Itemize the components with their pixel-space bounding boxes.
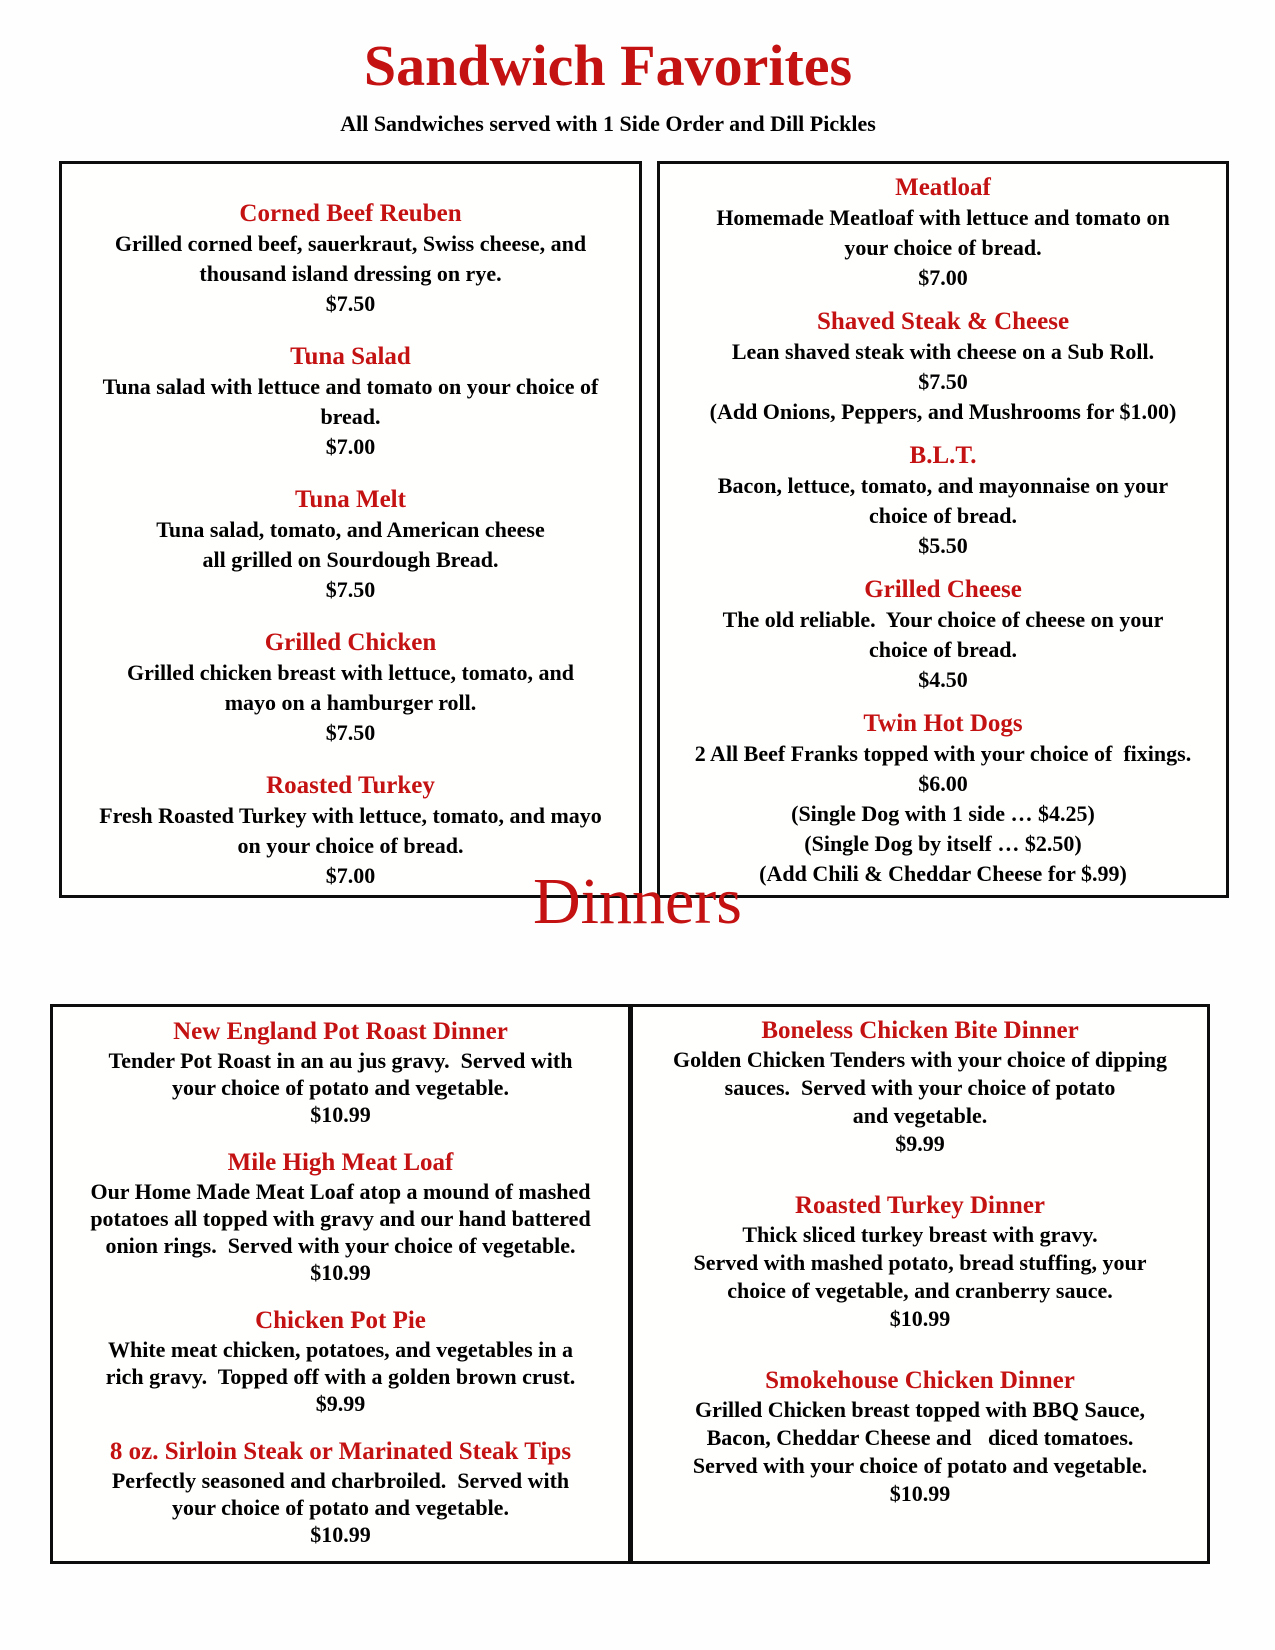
item-description-line: Our Home Made Meat Loaf atop a mound of mashed <box>90 1179 591 1204</box>
item-note-line: (Add Chili & Cheddar Cheese for $.99) <box>759 861 1127 886</box>
item-description-line: 2 All Beef Franks topped with your choice of fixings. <box>694 741 1192 766</box>
item-description-line: Grilled chicken breast with lettuce, tomato, and <box>127 660 574 685</box>
item-description-line: your choice of bread. <box>844 235 1042 260</box>
item-description-line: and vegetable. <box>852 1103 988 1128</box>
item-description-line: rich gravy. Topped off with a golden brown crust. <box>105 1364 576 1389</box>
item-description-line: Homemade Meatloaf with lettuce and tomato on <box>716 205 1170 230</box>
item-description-line: sauces. Served with your choice of potato <box>724 1075 1116 1100</box>
menu-item <box>637 1015 1203 1158</box>
item-description-line: bread. <box>320 404 381 429</box>
item-description-line: Served with mashed potato, bread stuffing, your <box>693 1250 1147 1275</box>
item-price: $10.99 <box>889 1481 951 1506</box>
item-description-line: Bacon, lettuce, tomato, and mayonnaise on your <box>717 473 1169 498</box>
menu-item <box>66 198 635 319</box>
item-price: $5.50 <box>918 533 968 558</box>
menu-item <box>664 172 1222 293</box>
sandwich-section-title: Sandwich Favorites <box>363 33 853 98</box>
item-description-line: Grilled Chicken breast topped with BBQ Sauce, <box>694 1397 1146 1422</box>
item-description-line: choice of bread. <box>868 503 1018 528</box>
item-name: Smokehouse Chicken Dinner <box>765 1367 1075 1394</box>
item-note-line: (Single Dog by itself … $2.50) <box>804 831 1082 856</box>
item-description-line: on your choice of bread. <box>237 833 464 858</box>
item-note-line: (Add Onions, Peppers, and Mushrooms for $1.00) <box>709 399 1177 424</box>
dinners-right-box <box>630 1004 1210 1564</box>
item-price: $7.50 <box>918 369 968 394</box>
item-description-line: Tuna salad with lettuce and tomato on your choice of <box>102 374 599 399</box>
item-price: $10.99 <box>310 1522 371 1547</box>
item-name: Roasted Turkey <box>266 772 435 799</box>
menu-item <box>664 306 1222 427</box>
dinners-left-box <box>50 1004 631 1564</box>
item-price: $10.99 <box>310 1102 371 1127</box>
item-description-line: Bacon, Cheddar Cheese and diced tomatoes. <box>706 1425 1134 1450</box>
menu-item <box>57 1148 624 1286</box>
item-name: Boneless Chicken Bite Dinner <box>761 1017 1079 1044</box>
item-description-line: Golden Chicken Tenders with your choice of dipping <box>672 1047 1168 1072</box>
item-name: Chicken Pot Pie <box>255 1307 426 1334</box>
item-name: Grilled Cheese <box>864 576 1022 603</box>
item-price: $10.99 <box>889 1306 951 1331</box>
item-price: $7.00 <box>325 434 376 459</box>
dinners-section-title: Dinners <box>533 865 742 938</box>
menu-item <box>66 341 635 462</box>
item-description-line: Perfectly seasoned and charbroiled. Served with <box>111 1468 570 1493</box>
item-name: Corned Beef Reuben <box>239 200 462 227</box>
item-price: $9.99 <box>895 1131 945 1156</box>
item-price: $7.00 <box>325 863 376 888</box>
item-name: Meatloaf <box>895 174 991 201</box>
item-name: B.L.T. <box>909 442 977 469</box>
item-price: $7.50 <box>325 577 376 602</box>
menu-item <box>66 484 635 605</box>
menu-item <box>637 1190 1203 1333</box>
item-description-line: The old reliable. Your choice of cheese on your <box>722 607 1164 632</box>
item-name: Tuna Salad <box>290 343 411 370</box>
item-price: $4.50 <box>918 667 968 692</box>
item-name: Twin Hot Dogs <box>863 710 1023 737</box>
item-description-line: Thick sliced turkey breast with gravy. <box>742 1222 1098 1247</box>
item-description-line: thousand island dressing on rye. <box>199 261 502 286</box>
item-name: Grilled Chicken <box>264 629 437 656</box>
item-description-line: Lean shaved steak with cheese on a Sub Roll. <box>731 339 1155 364</box>
item-price: $7.50 <box>325 720 376 745</box>
menu-item <box>664 440 1222 561</box>
item-price: $7.50 <box>325 291 376 316</box>
menu-item <box>57 1437 624 1548</box>
menu-item <box>66 627 635 748</box>
item-price: $10.99 <box>310 1260 371 1285</box>
menu-item <box>637 1365 1203 1508</box>
menu-item <box>57 1306 624 1417</box>
item-description-line: Served with your choice of potato and vegetable. <box>692 1453 1148 1478</box>
item-description-line: your choice of potato and vegetable. <box>172 1495 509 1520</box>
item-name: Mile High Meat Loaf <box>227 1149 454 1176</box>
item-description-line: potatoes all topped with gravy and our hand battered <box>90 1206 591 1231</box>
item-description-line: White meat chicken, potatoes, and vegetables in a <box>107 1337 574 1362</box>
item-name: Roasted Turkey Dinner <box>794 1192 1046 1219</box>
sandwich-left-box <box>59 161 642 898</box>
item-price: $7.00 <box>918 265 968 290</box>
item-name: Tuna Melt <box>295 486 406 513</box>
item-description-line: your choice of potato and vegetable. <box>172 1075 509 1100</box>
item-name: Shaved Steak & Cheese <box>816 308 1070 335</box>
menu-item <box>57 1017 624 1128</box>
item-name: 8 oz. Sirloin Steak or Marinated Steak Tips <box>109 1438 572 1465</box>
item-description-line: choice of vegetable, and cranberry sauce. <box>727 1278 1113 1303</box>
item-description-line: all grilled on Sourdough Bread. <box>202 547 499 572</box>
menu-item <box>664 574 1222 695</box>
sandwich-right-box <box>657 161 1229 898</box>
item-description-line: Grilled corned beef, sauerkraut, Swiss cheese, and <box>114 231 587 256</box>
item-description-line: mayo on a hamburger roll. <box>224 690 477 715</box>
item-price: $9.99 <box>315 1391 366 1416</box>
item-description-line: Tuna salad, tomato, and American cheese <box>156 517 545 542</box>
item-description-line: Tender Pot Roast in an au jus gravy. Served with <box>108 1048 573 1073</box>
item-name: New England Pot Roast Dinner <box>173 1018 508 1045</box>
sandwich-section-subtitle: All Sandwiches served with 1 Side Order and Dill Pickles <box>340 111 876 136</box>
item-description-line: choice of bread. <box>868 637 1018 662</box>
item-description-line: onion rings. Served with your choice of vegetable. <box>105 1233 576 1258</box>
item-description-line: Fresh Roasted Turkey with lettuce, tomato, and mayo <box>99 803 602 828</box>
item-note-line: (Single Dog with 1 side … $4.25) <box>791 801 1095 826</box>
item-price: $6.00 <box>918 771 968 796</box>
